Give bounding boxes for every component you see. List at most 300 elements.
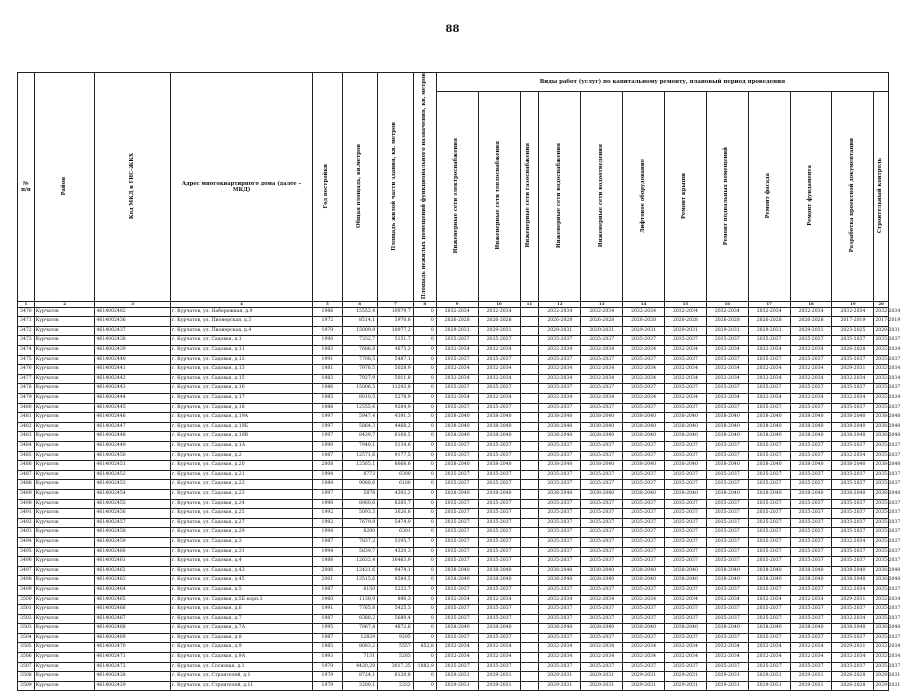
water-supply-period-cell: 2035-2037 xyxy=(539,509,581,519)
design-docs-period-cell: 2035-2037 xyxy=(832,633,874,643)
foundation-period-cell: 2026-2028 xyxy=(790,317,832,327)
address-cell: г. Курчатов, ул. Садовая, д.23 xyxy=(170,489,312,499)
district-cell: Курчатов xyxy=(34,317,95,327)
heating-period-cell: 2035-2037 xyxy=(478,585,520,595)
design-docs-period-cell: 2035-2037 xyxy=(832,499,874,509)
row-number-cell: 3504 xyxy=(18,633,35,643)
nonresidential-area-cell: 0 xyxy=(413,384,436,394)
gas-period-cell xyxy=(520,413,539,423)
construction-control-period-cell: 2035-2037 xyxy=(874,518,889,528)
foundation-period-cell: 2035-2037 xyxy=(790,336,832,346)
foundation-period-cell: 2029-2031 xyxy=(790,672,832,682)
roof-period-cell: 2035-2037 xyxy=(664,499,706,509)
elevator-period-cell: 2035-2037 xyxy=(623,585,665,595)
sewerage-period-cell: 2035-2037 xyxy=(581,557,623,567)
foundation-period-cell: 2035-2037 xyxy=(790,537,832,547)
table-row xyxy=(18,336,889,346)
design-docs-period-cell: 2035-2037 xyxy=(832,662,874,672)
water-supply-period-cell: 2032-2034 xyxy=(539,346,581,356)
electricity-period-cell: 2038-2040 xyxy=(436,576,478,586)
address-cell: г. Курчатов, ул. Садовая, д.22 xyxy=(170,480,312,490)
header-nonresidential-area: Площадь нежилых помещений функционального назначения, кв. метров xyxy=(413,73,436,302)
heating-period-cell: 2035-2037 xyxy=(478,528,520,538)
total-area-cell: 8724,1 xyxy=(342,672,378,682)
design-docs-period-cell: 2035-2037 xyxy=(832,509,874,519)
sewerage-period-cell: 2035-2037 xyxy=(581,451,623,461)
sewerage-period-cell: 2035-2037 xyxy=(581,614,623,624)
column-number: 18 xyxy=(790,302,832,308)
foundation-period-cell: 2035-2037 xyxy=(790,605,832,615)
basement-period-cell: 2038-2040 xyxy=(706,576,748,586)
design-docs-period-cell: 2035-2037 xyxy=(832,336,874,346)
row-number-cell: 3482 xyxy=(18,422,35,432)
water-supply-period-cell: 2032-2034 xyxy=(539,643,581,653)
facade-period-cell: 2032-2034 xyxy=(748,653,790,663)
column-number: 6 xyxy=(342,302,378,308)
table-row xyxy=(18,346,889,356)
address-cell: г. Курчатов, ул. Садовая, д.21 xyxy=(170,470,312,480)
district-cell: Курчатов xyxy=(34,422,95,432)
table-row xyxy=(18,585,889,595)
design-docs-period-cell: 2035-2037 xyxy=(832,480,874,490)
elevator-period-cell: 2029-2031 xyxy=(623,681,665,691)
row-number-cell: 3490 xyxy=(18,499,35,509)
heating-period-cell: 2038-2040 xyxy=(478,576,520,586)
facade-period-cell: 2032-2034 xyxy=(748,346,790,356)
roof-period-cell: 2035-2037 xyxy=(664,451,706,461)
water-supply-period-cell: 2032-2034 xyxy=(539,595,581,605)
sewerage-period-cell: 2038-2040 xyxy=(581,413,623,423)
gas-period-cell xyxy=(520,365,539,375)
foundation-period-cell: 2032-2034 xyxy=(790,365,832,375)
row-number-cell: 3484 xyxy=(18,442,35,452)
facade-period-cell: 2026-2028 xyxy=(748,317,790,327)
design-docs-period-cell: 2038-2040 xyxy=(832,461,874,471)
header-works-group: Виды работ (услуг) по капитальному ремонту, плановый период проведения xyxy=(436,73,888,92)
foundation-period-cell: 2035-2037 xyxy=(790,528,832,538)
heating-period-cell: 2035-2037 xyxy=(478,336,520,346)
table-header xyxy=(18,73,889,308)
nonresidential-area-cell: 0 xyxy=(413,585,436,595)
gas-period-cell xyxy=(520,528,539,538)
facade-period-cell: 2035-2037 xyxy=(748,614,790,624)
gas-period-cell xyxy=(520,470,539,480)
basement-period-cell: 2029-2031 xyxy=(706,326,748,336)
nonresidential-area-cell: 0 xyxy=(413,307,436,317)
roof-period-cell: 2032-2034 xyxy=(664,365,706,375)
row-number-cell: 3473 xyxy=(18,336,35,346)
electricity-period-cell: 2035-2037 xyxy=(436,547,478,557)
design-docs-period-cell: 2032-2034 xyxy=(832,374,874,384)
column-number: 3 xyxy=(95,302,170,308)
heating-period-cell: 2035-2037 xyxy=(478,614,520,624)
heating-period-cell: 2035-2037 xyxy=(478,470,520,480)
design-docs-period-cell: 2038-2040 xyxy=(832,413,874,423)
total-area-cell: 7765,8 xyxy=(342,605,378,615)
living-area-cell: 5278,9 xyxy=(378,394,414,404)
address-cell: г. Курчатов, ул. Садовая, д.8 xyxy=(170,633,312,643)
heating-period-cell: 2032-2034 xyxy=(478,365,520,375)
design-docs-period-cell: 2032-2034 xyxy=(832,394,874,404)
sewerage-period-cell: 2032-2034 xyxy=(581,595,623,605)
address-cell: г. Курчатов, ул. Набережная, д.9 xyxy=(170,307,312,317)
gas-period-cell xyxy=(520,461,539,471)
facade-period-cell: 2038-2040 xyxy=(748,432,790,442)
roof-period-cell: 2038-2040 xyxy=(664,422,706,432)
total-area-cell: 8290 xyxy=(342,528,378,538)
heating-period-cell: 2035-2037 xyxy=(478,442,520,452)
build-year-cell: 1990 xyxy=(313,336,342,346)
electricity-period-cell: 2035-2037 xyxy=(436,557,478,567)
heating-period-cell: 2038-2040 xyxy=(478,432,520,442)
total-area-cell: 1138,9 xyxy=(342,595,378,605)
roof-period-cell: 2035-2037 xyxy=(664,336,706,346)
heating-period-cell: 2038-2040 xyxy=(478,489,520,499)
address-cell: г. Курчатов, ул. Садовая, д.11 xyxy=(170,346,312,356)
table-row xyxy=(18,394,889,404)
district-cell: Курчатов xyxy=(34,346,95,356)
nonresidential-area-cell: 0 xyxy=(413,326,436,336)
address-cell: г. Курчатов, ул. Садовая, д.7 xyxy=(170,614,312,624)
gas-period-cell xyxy=(520,394,539,404)
construction-control-period-cell: 2035-2037 xyxy=(874,470,889,480)
total-area-cell: 7927,9 xyxy=(342,374,378,384)
gis-code-cell: 4614002468 xyxy=(95,624,170,634)
roof-period-cell: 2038-2040 xyxy=(664,489,706,499)
nonresidential-area-cell: 0 xyxy=(413,518,436,528)
construction-control-period-cell: 2035-2037 xyxy=(874,403,889,413)
living-area-cell: 9474,1 xyxy=(378,566,414,576)
heating-period-cell: 2038-2040 xyxy=(478,566,520,576)
basement-period-cell: 2032-2034 xyxy=(706,595,748,605)
gis-code-cell: 4614002436 xyxy=(95,317,170,327)
water-supply-period-cell: 2035-2037 xyxy=(539,547,581,557)
table-row xyxy=(18,422,889,432)
foundation-period-cell: 2035-2037 xyxy=(790,662,832,672)
build-year-cell: 1987 xyxy=(313,633,342,643)
living-area-cell: 5134,6 xyxy=(378,442,414,452)
living-area-cell: 5232,7 xyxy=(378,585,414,595)
district-cell: Курчатов xyxy=(34,672,95,682)
heating-period-cell: 2038-2040 xyxy=(478,413,520,423)
elevator-period-cell: 2038-2040 xyxy=(623,432,665,442)
row-number-cell: 3478 xyxy=(18,384,35,394)
heating-period-cell: 2035-2037 xyxy=(478,605,520,615)
elevator-period-cell: 2032-2034 xyxy=(623,653,665,663)
elevator-period-cell: 2032-2034 xyxy=(623,346,665,356)
district-cell: Курчатов xyxy=(34,451,95,461)
nonresidential-area-cell: 0 xyxy=(413,403,436,413)
foundation-period-cell: 2035-2037 xyxy=(790,403,832,413)
foundation-period-cell: 2032-2034 xyxy=(790,346,832,356)
foundation-period-cell: 2032-2034 xyxy=(790,394,832,404)
living-area-cell: 5425,3 xyxy=(378,605,414,615)
elevator-period-cell: 2035-2037 xyxy=(623,336,665,346)
build-year-cell: 1983 xyxy=(313,374,342,384)
address-cell: г. Курчатов, ул. Садовая, д.17 xyxy=(170,394,312,404)
construction-control-period-cell: 2038-2040 xyxy=(874,489,889,499)
district-cell: Курчатов xyxy=(34,662,95,672)
roof-period-cell: 2032-2034 xyxy=(664,595,706,605)
foundation-period-cell: 2032-2034 xyxy=(790,374,832,384)
design-docs-period-cell: 2038-2040 xyxy=(832,624,874,634)
sewerage-period-cell: 2032-2034 xyxy=(581,346,623,356)
gis-code-cell: 4614002453 xyxy=(95,480,170,490)
foundation-period-cell: 2038-2040 xyxy=(790,413,832,423)
district-cell: Курчатов xyxy=(34,413,95,423)
gis-code-cell: 4614002437 xyxy=(95,326,170,336)
row-number-cell: 3481 xyxy=(18,413,35,423)
elevator-period-cell: 2032-2034 xyxy=(623,365,665,375)
foundation-period-cell: 2035-2037 xyxy=(790,509,832,519)
elevator-period-cell: 2032-2034 xyxy=(623,595,665,605)
water-supply-period-cell: 2035-2037 xyxy=(539,470,581,480)
living-area-cell: 5028,9 xyxy=(378,365,414,375)
facade-period-cell: 2035-2037 xyxy=(748,547,790,557)
construction-control-period-cell: 2038-2040 xyxy=(874,576,889,586)
address-cell: г. Курчатов, ул. Садовая, д.3 xyxy=(170,537,312,547)
header-row-number: № п/п xyxy=(18,73,35,302)
living-area-cell: 8584,5 xyxy=(378,576,414,586)
basement-period-cell: 2029-2031 xyxy=(706,681,748,691)
total-area-cell: 9088,6 xyxy=(342,480,378,490)
heating-period-cell: 2026-2028 xyxy=(478,317,520,327)
sewerage-period-cell: 2035-2037 xyxy=(581,336,623,346)
gis-code-cell: 4614002472 xyxy=(95,662,170,672)
design-docs-period-cell: 2038-2040 xyxy=(832,576,874,586)
total-area-cell: 12571,6 xyxy=(342,451,378,461)
row-number-cell: 3501 xyxy=(18,605,35,615)
construction-control-period-cell: 2035-2037 xyxy=(874,499,889,509)
foundation-period-cell: 2038-2040 xyxy=(790,576,832,586)
table-row xyxy=(18,681,889,691)
electricity-period-cell: 2035-2037 xyxy=(436,499,478,509)
build-year-cell: 1997 xyxy=(313,422,342,432)
facade-period-cell: 2038-2040 xyxy=(748,624,790,634)
sewerage-period-cell: 2038-2040 xyxy=(581,432,623,442)
living-area-cell: 5487,1 xyxy=(378,355,414,365)
water-supply-period-cell: 2038-2040 xyxy=(539,432,581,442)
total-area-cell: 8514,1 xyxy=(342,317,378,327)
design-docs-period-cell: 2023-2025 xyxy=(832,326,874,336)
total-area-cell: 7837,2 xyxy=(342,537,378,547)
sewerage-period-cell: 2035-2037 xyxy=(581,509,623,519)
design-docs-period-cell: 2029-2031 xyxy=(832,643,874,653)
total-area-cell: 3200,1 xyxy=(342,681,378,691)
address-cell: г. Курчатов, ул. Пионерская, д.4 xyxy=(170,326,312,336)
construction-control-period-cell: 2038-2040 xyxy=(874,624,889,634)
roof-period-cell: 2035-2037 xyxy=(664,480,706,490)
sewerage-period-cell: 2032-2034 xyxy=(581,307,623,317)
basement-period-cell: 2035-2037 xyxy=(706,499,748,509)
sewerage-period-cell: 2035-2037 xyxy=(581,537,623,547)
basement-period-cell: 2035-2037 xyxy=(706,355,748,365)
build-year-cell: 1994 xyxy=(313,528,342,538)
basement-period-cell: 2035-2037 xyxy=(706,537,748,547)
gis-code-cell: 4614002452 xyxy=(95,470,170,480)
table-row xyxy=(18,442,889,452)
table-row xyxy=(18,403,889,413)
nonresidential-area-cell: 0 xyxy=(413,576,436,586)
roof-period-cell: 2029-2031 xyxy=(664,672,706,682)
total-area-cell: 5839,7 xyxy=(342,547,378,557)
basement-period-cell: 2035-2037 xyxy=(706,384,748,394)
facade-period-cell: 2035-2037 xyxy=(748,633,790,643)
gis-code-cell: 4614002439 xyxy=(95,346,170,356)
gas-period-cell xyxy=(520,643,539,653)
nonresidential-area-cell: 852,8 xyxy=(413,643,436,653)
district-cell: Курчатов xyxy=(34,442,95,452)
roof-period-cell: 2035-2037 xyxy=(664,614,706,624)
heating-period-cell: 2035-2037 xyxy=(478,355,520,365)
table-row xyxy=(18,432,889,442)
table-row xyxy=(18,643,889,653)
address-cell: г. Курчатов, ул. Садовая, д.24 xyxy=(170,499,312,509)
roof-period-cell: 2035-2037 xyxy=(664,557,706,567)
address-cell: г. Курчатов, ул. Садовая, д.2 xyxy=(170,451,312,461)
living-area-cell: 4875,2 xyxy=(378,346,414,356)
living-area-cell: 4872,6 xyxy=(378,624,414,634)
facade-period-cell: 2035-2037 xyxy=(748,442,790,452)
address-cell: г. Курчатов, ул. Садовая, д.43 xyxy=(170,566,312,576)
nonresidential-area-cell: 0 xyxy=(413,489,436,499)
electricity-period-cell: 2035-2037 xyxy=(436,605,478,615)
construction-control-period-cell: 2032-2034 xyxy=(874,365,889,375)
district-cell: Курчатов xyxy=(34,537,95,547)
total-area-cell: 7940,1 xyxy=(342,442,378,452)
sewerage-period-cell: 2035-2037 xyxy=(581,442,623,452)
address-cell: г. Курчатов, ул. Пионерская, д.3 xyxy=(170,317,312,327)
sewerage-period-cell: 2035-2037 xyxy=(581,403,623,413)
water-supply-period-cell: 2035-2037 xyxy=(539,355,581,365)
header-construction-control: Строительный контроль xyxy=(874,92,889,302)
electricity-period-cell: 2035-2037 xyxy=(436,336,478,346)
basement-period-cell: 2032-2034 xyxy=(706,346,748,356)
header-electricity: Инженерные сети электроснабжения xyxy=(436,92,478,302)
table-row xyxy=(18,605,889,615)
facade-period-cell: 2035-2037 xyxy=(748,518,790,528)
row-number-cell: 3480 xyxy=(18,403,35,413)
table-row xyxy=(18,537,889,547)
sewerage-period-cell: 2032-2034 xyxy=(581,365,623,375)
living-area-cell: 6120,8 xyxy=(378,672,414,682)
gis-code-cell: 4614002461 xyxy=(95,557,170,567)
build-year-cell: 1992 xyxy=(313,509,342,519)
heating-period-cell: 2032-2034 xyxy=(478,374,520,384)
build-year-cell: 1993 xyxy=(313,653,342,663)
electricity-period-cell: 2032-2034 xyxy=(436,307,478,317)
total-area-cell: 4420,29 xyxy=(342,662,378,672)
nonresidential-area-cell: 1882,9 xyxy=(413,662,436,672)
facade-period-cell: 2032-2034 xyxy=(748,307,790,317)
total-area-cell: 12829 xyxy=(342,633,378,643)
water-supply-period-cell: 2035-2037 xyxy=(539,499,581,509)
living-area-cell: 6168,5 xyxy=(378,432,414,442)
construction-control-period-cell: 2035-2037 xyxy=(874,528,889,538)
address-cell: г. Курчатов, ул. Садовая, д.18 xyxy=(170,403,312,413)
gas-period-cell xyxy=(520,355,539,365)
column-number: 16 xyxy=(706,302,748,308)
gas-period-cell xyxy=(520,614,539,624)
roof-period-cell: 2038-2040 xyxy=(664,413,706,423)
total-area-cell: 12565,1 xyxy=(342,461,378,471)
foundation-period-cell: 2032-2034 xyxy=(790,653,832,663)
column-number: 11 xyxy=(520,302,539,308)
living-area-cell: 16463,9 xyxy=(378,557,414,567)
facade-period-cell: 2029-2031 xyxy=(748,681,790,691)
total-area-cell: 8150 xyxy=(342,585,378,595)
design-docs-period-cell: 2035-2037 xyxy=(832,518,874,528)
roof-period-cell: 2032-2034 xyxy=(664,374,706,384)
gas-period-cell xyxy=(520,480,539,490)
living-area-cell: 5283 xyxy=(378,653,414,663)
design-docs-period-cell: 2032-2034 xyxy=(832,653,874,663)
nonresidential-area-cell: 0 xyxy=(413,413,436,423)
district-cell: Курчатов xyxy=(34,614,95,624)
gas-period-cell xyxy=(520,489,539,499)
table-row xyxy=(18,365,889,375)
water-supply-period-cell: 2035-2037 xyxy=(539,605,581,615)
nonresidential-area-cell: 0 xyxy=(413,653,436,663)
total-area-cell: 15006,5 xyxy=(342,384,378,394)
address-cell: г. Курчатов, ул. Садовая, д.16 xyxy=(170,384,312,394)
electricity-period-cell: 2035-2037 xyxy=(436,442,478,452)
water-supply-period-cell: 2038-2040 xyxy=(539,461,581,471)
district-cell: Курчатов xyxy=(34,633,95,643)
column-number: 8 xyxy=(413,302,436,308)
district-cell: Курчатов xyxy=(34,624,95,634)
design-docs-period-cell: 2035-2037 xyxy=(832,605,874,615)
construction-control-period-cell: 2035-2037 xyxy=(874,614,889,624)
construction-control-period-cell: 2035-2037 xyxy=(874,355,889,365)
total-area-cell: 7686,8 xyxy=(342,346,378,356)
design-docs-period-cell: 2035-2037 xyxy=(832,470,874,480)
build-year-cell: 1983 xyxy=(313,346,342,356)
build-year-cell: 1979 xyxy=(313,326,342,336)
electricity-period-cell: 2035-2037 xyxy=(436,518,478,528)
construction-control-period-cell: 2035-2037 xyxy=(874,662,889,672)
gas-period-cell xyxy=(520,633,539,643)
roof-period-cell: 2035-2037 xyxy=(664,384,706,394)
water-supply-period-cell: 2029-2031 xyxy=(539,672,581,682)
sewerage-period-cell: 2029-2031 xyxy=(581,326,623,336)
elevator-period-cell: 2032-2034 xyxy=(623,307,665,317)
design-docs-period-cell: 2032-2034 xyxy=(832,307,874,317)
column-number: 20 xyxy=(874,302,889,308)
foundation-period-cell: 2038-2040 xyxy=(790,422,832,432)
sewerage-period-cell: 2029-2031 xyxy=(581,672,623,682)
row-number-cell: 3507 xyxy=(18,662,35,672)
address-cell: г. Курчатов, ул. Садовая, д.1А xyxy=(170,442,312,452)
gas-period-cell xyxy=(520,576,539,586)
basement-period-cell: 2035-2037 xyxy=(706,480,748,490)
gis-code-cell: 4614002440 xyxy=(95,355,170,365)
gis-code-cell: 4614002457 xyxy=(95,518,170,528)
design-docs-period-cell: 2026-2028 xyxy=(832,672,874,682)
nonresidential-area-cell: 0 xyxy=(413,499,436,509)
water-supply-period-cell: 2026-2028 xyxy=(539,317,581,327)
gas-period-cell xyxy=(520,499,539,509)
foundation-period-cell: 2035-2037 xyxy=(790,480,832,490)
total-area-cell: 5093,3 xyxy=(342,509,378,519)
elevator-period-cell: 2038-2040 xyxy=(623,413,665,423)
water-supply-period-cell: 2035-2037 xyxy=(539,384,581,394)
living-area-cell: 2332 xyxy=(378,681,414,691)
nonresidential-area-cell: 0 xyxy=(413,442,436,452)
roof-period-cell: 2038-2040 xyxy=(664,576,706,586)
header-heating: Инженерные сети теплоснабжения xyxy=(478,92,520,302)
gas-period-cell xyxy=(520,509,539,519)
